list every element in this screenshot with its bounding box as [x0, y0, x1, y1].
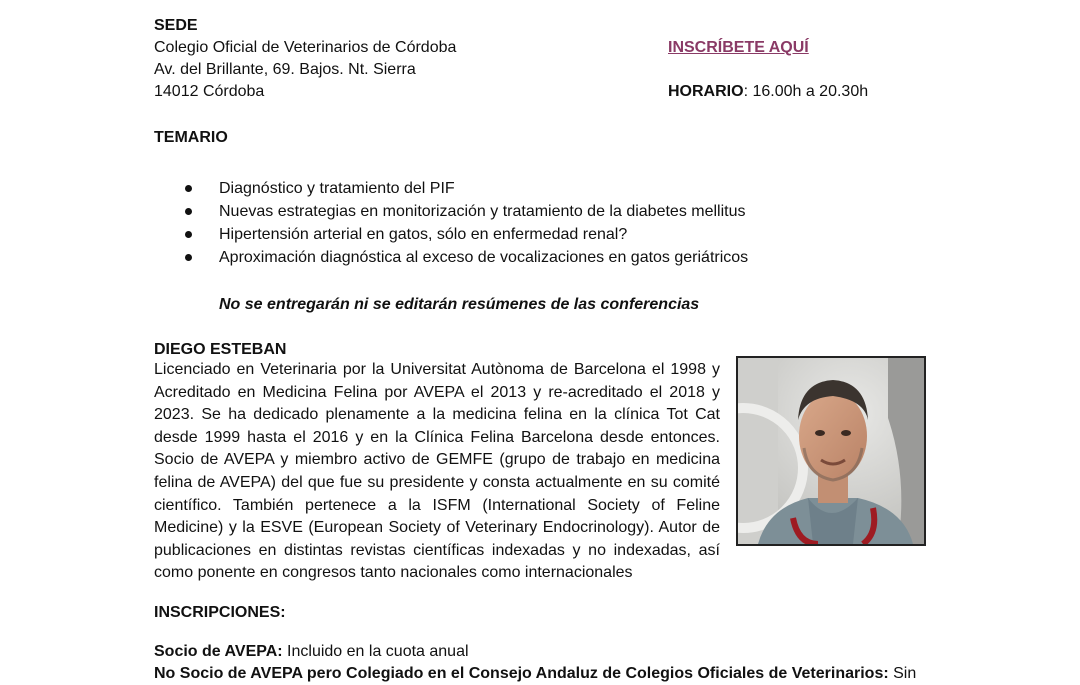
- speaker-portrait-image: [738, 358, 924, 544]
- socio-line: [154, 641, 469, 663]
- horario-value: : 16.00h a 20.30h: [743, 83, 869, 100]
- sede-line-3: 14012 Córdoba: [154, 83, 265, 100]
- inscribete-link[interactable]: INSCRÍBETE AQUÍ: [668, 39, 809, 56]
- speaker-name: DIEGO ESTEBAN: [154, 341, 287, 358]
- bullet-icon: [185, 208, 192, 215]
- list-item-text: Hipertensión arterial en gatos, sólo en enfermedad renal?: [219, 226, 628, 243]
- sede-heading: SEDE: [154, 17, 198, 34]
- bullet-icon: [185, 231, 192, 238]
- list-item-text: Aproximación diagnóstica al exceso de vocalizaciones en gatos geriátricos: [219, 249, 749, 266]
- nosocio-value: Sin: [888, 665, 917, 682]
- bullet-icon: [185, 254, 192, 261]
- list-item-text: Diagnóstico y tratamiento del PIF: [219, 180, 455, 197]
- horario-label: HORARIO: [668, 83, 744, 100]
- horario: [668, 81, 868, 103]
- nosocio-label: No Socio de AVEPA pero Colegiado en el Consejo Andaluz de Colegios Oficiales de Veterinarios:: [154, 665, 889, 682]
- inscripciones-heading: INSCRIPCIONES:: [154, 604, 286, 621]
- sede-line-2: Av. del Brillante, 69. Bajos. Nt. Sierra: [154, 61, 416, 78]
- nosocio-line: [154, 663, 916, 685]
- sede-line-1: Colegio Oficial de Veterinarios de Córdoba: [154, 39, 457, 56]
- speaker-photo: [736, 356, 926, 546]
- bullet-icon: [185, 185, 192, 192]
- temario-note: No se entregarán ni se editarán resúmenes de las conferencias: [219, 296, 700, 313]
- speaker-bio: Licenciado en Veterinaria por la Universitat Autònoma de Barcelona el 1998 y Acreditado en Medicina Felina por AVEPA el 2013 y re-acreditado el 2018 y 2023. Se ha dedicado plenamente a la medicina felina en la clínica Tot Cat desde 1999 hasta el 2016 y en la Clínica Felina Barcelona desde entonces. Socio de AVEPA y miembro activo de GEMFE (grupo de trabajo en medicina felina de AVEPA) del que fue su presidente y consta actualmente en su comité científico. También pertenece a la ISFM (International Society of Feline Medicine) y la ESVE (European Society of Veterinary Endocrinology). Autor de publicaciones en distintas revistas científicas indexadas y no indexadas, así como ponente en congresos tanto nacionales como internacionales: [154, 361, 720, 582]
- socio-value: Incluido en la cuota anual: [282, 643, 469, 660]
- temario-heading: TEMARIO: [154, 129, 228, 146]
- list-item-text: Nuevas estrategias en monitorización y tratamiento de la diabetes mellitus: [219, 203, 746, 220]
- socio-label: Socio de AVEPA:: [154, 643, 283, 660]
